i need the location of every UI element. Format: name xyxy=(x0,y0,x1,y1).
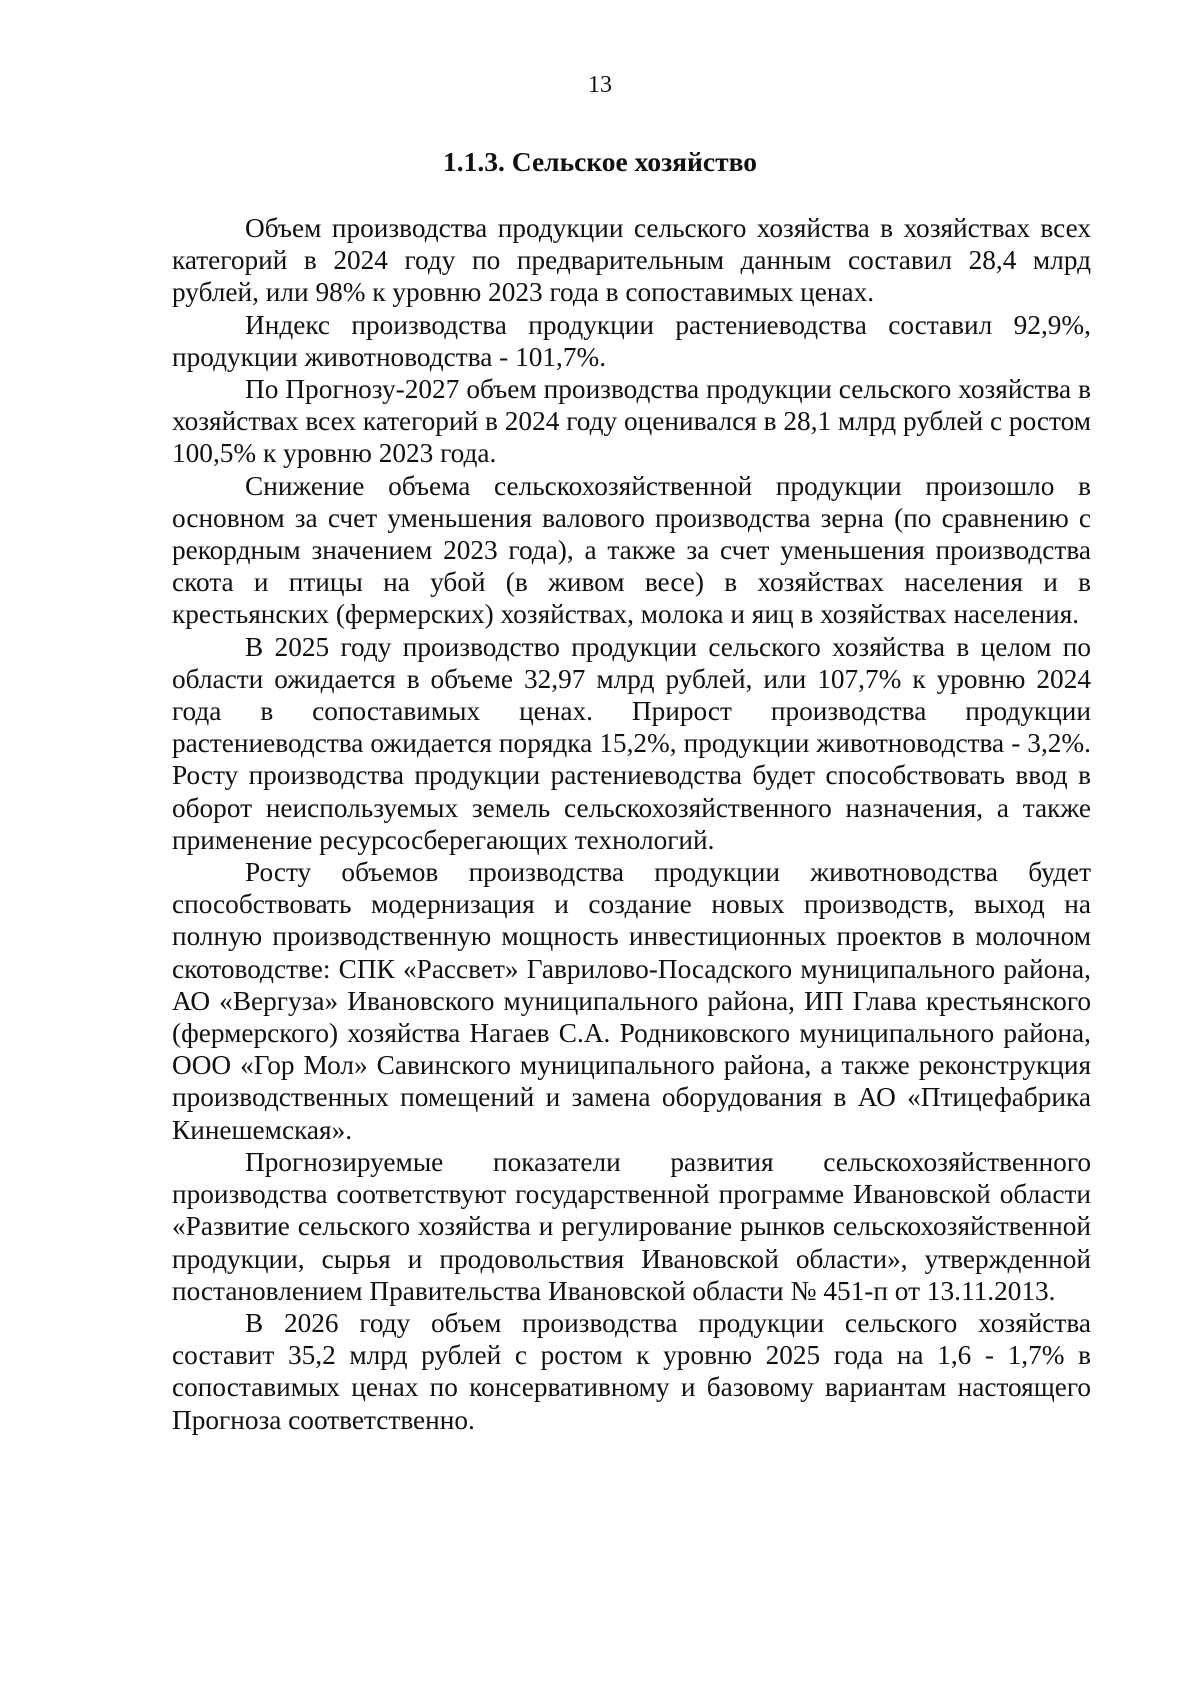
paragraph: Индекс производства продукции растениеводства составил 92,9%, продукции животноводства - 101,7%. xyxy=(172,309,1091,372)
paragraph: Снижение объема сельскохозяйственной продукции произошло в основном за счет уменьшения валового производства зерна (по сравнению с рекордным значением 2023 года), а также за счет уменьшения производства скота и птицы на убой (в живом весе) в хозяйствах населения и в крестьянских (фермерских) хозяйствах, молока и яиц в хозяйствах населения. xyxy=(172,470,1091,630)
paragraph: В 2026 году объем производства продукции сельского хозяйства составит 35,2 млрд рублей с ростом к уровню 2025 года на 1,6 - 1,7% в сопоставимых ценах по консервативному и базовому вариантам настоящего Прогноза соответственно. xyxy=(172,1307,1091,1435)
paragraph: Росту объемов производства продукции животноводства будет способствовать модернизация и создание новых производств, выход на полную производственную мощность инвестиционных проектов в молочном скотоводстве: СПК «Рассвет» Гаврилово-Посадского муниципального района, АО «Вергуза» Ивановского муниципального района, ИП Глава крестьянского (фермерского) хозяйства Нагаев С.А. Родниковского муниципального района, ООО «Гор Мол» Савинского муниципального района, а также реконструкция производственных помещений и замена оборудования в АО «Птицефабрика Кинешемская». xyxy=(172,857,1091,1145)
paragraph: Прогнозируемые показатели развития сельскохозяйственного производства соответствуют государственной программе Ивановской области «Развитие сельского хозяйства и регулирование рынков сельскохозяйственной продукции, сырья и продовольствия Ивановской области», утвержденной постановлением Правительства Ивановской области № 451-п от 13.11.2013. xyxy=(172,1146,1091,1306)
paragraph: Объем производства продукции сельского хозяйства в хозяйствах всех категорий в 2024 году по предварительным данным составил 28,4 млрд рублей, или 98% к уровню 2023 года в сопоставимых ценах. xyxy=(172,213,1091,308)
paragraph: В 2025 году производство продукции сельского хозяйства в целом по области ожидается в объеме 32,97 млрд рублей, или 107,7% к уровню 2024 года в сопоставимых ценах. Прирост производства продукции растениеводства ожидается порядка 15,2%, продукции животноводства - 3,2%. Росту производства продукции растениеводства будет способствовать ввод в оборот неиспользуемых земель сельскохозяйственного назначения, а также применение ресурсосберегающих технологий. xyxy=(172,631,1091,855)
page-number: 13 xyxy=(588,72,612,98)
section-title: 1.1.3. Сельское хозяйство xyxy=(443,146,757,177)
body-text xyxy=(172,212,1091,1436)
paragraph: По Прогнозу-2027 объем производства продукции сельского хозяйства в хозяйствах всех категорий в 2024 году оценивался в 28,1 млрд рублей с ростом 100,5% к уровню 2023 года. xyxy=(172,374,1091,469)
